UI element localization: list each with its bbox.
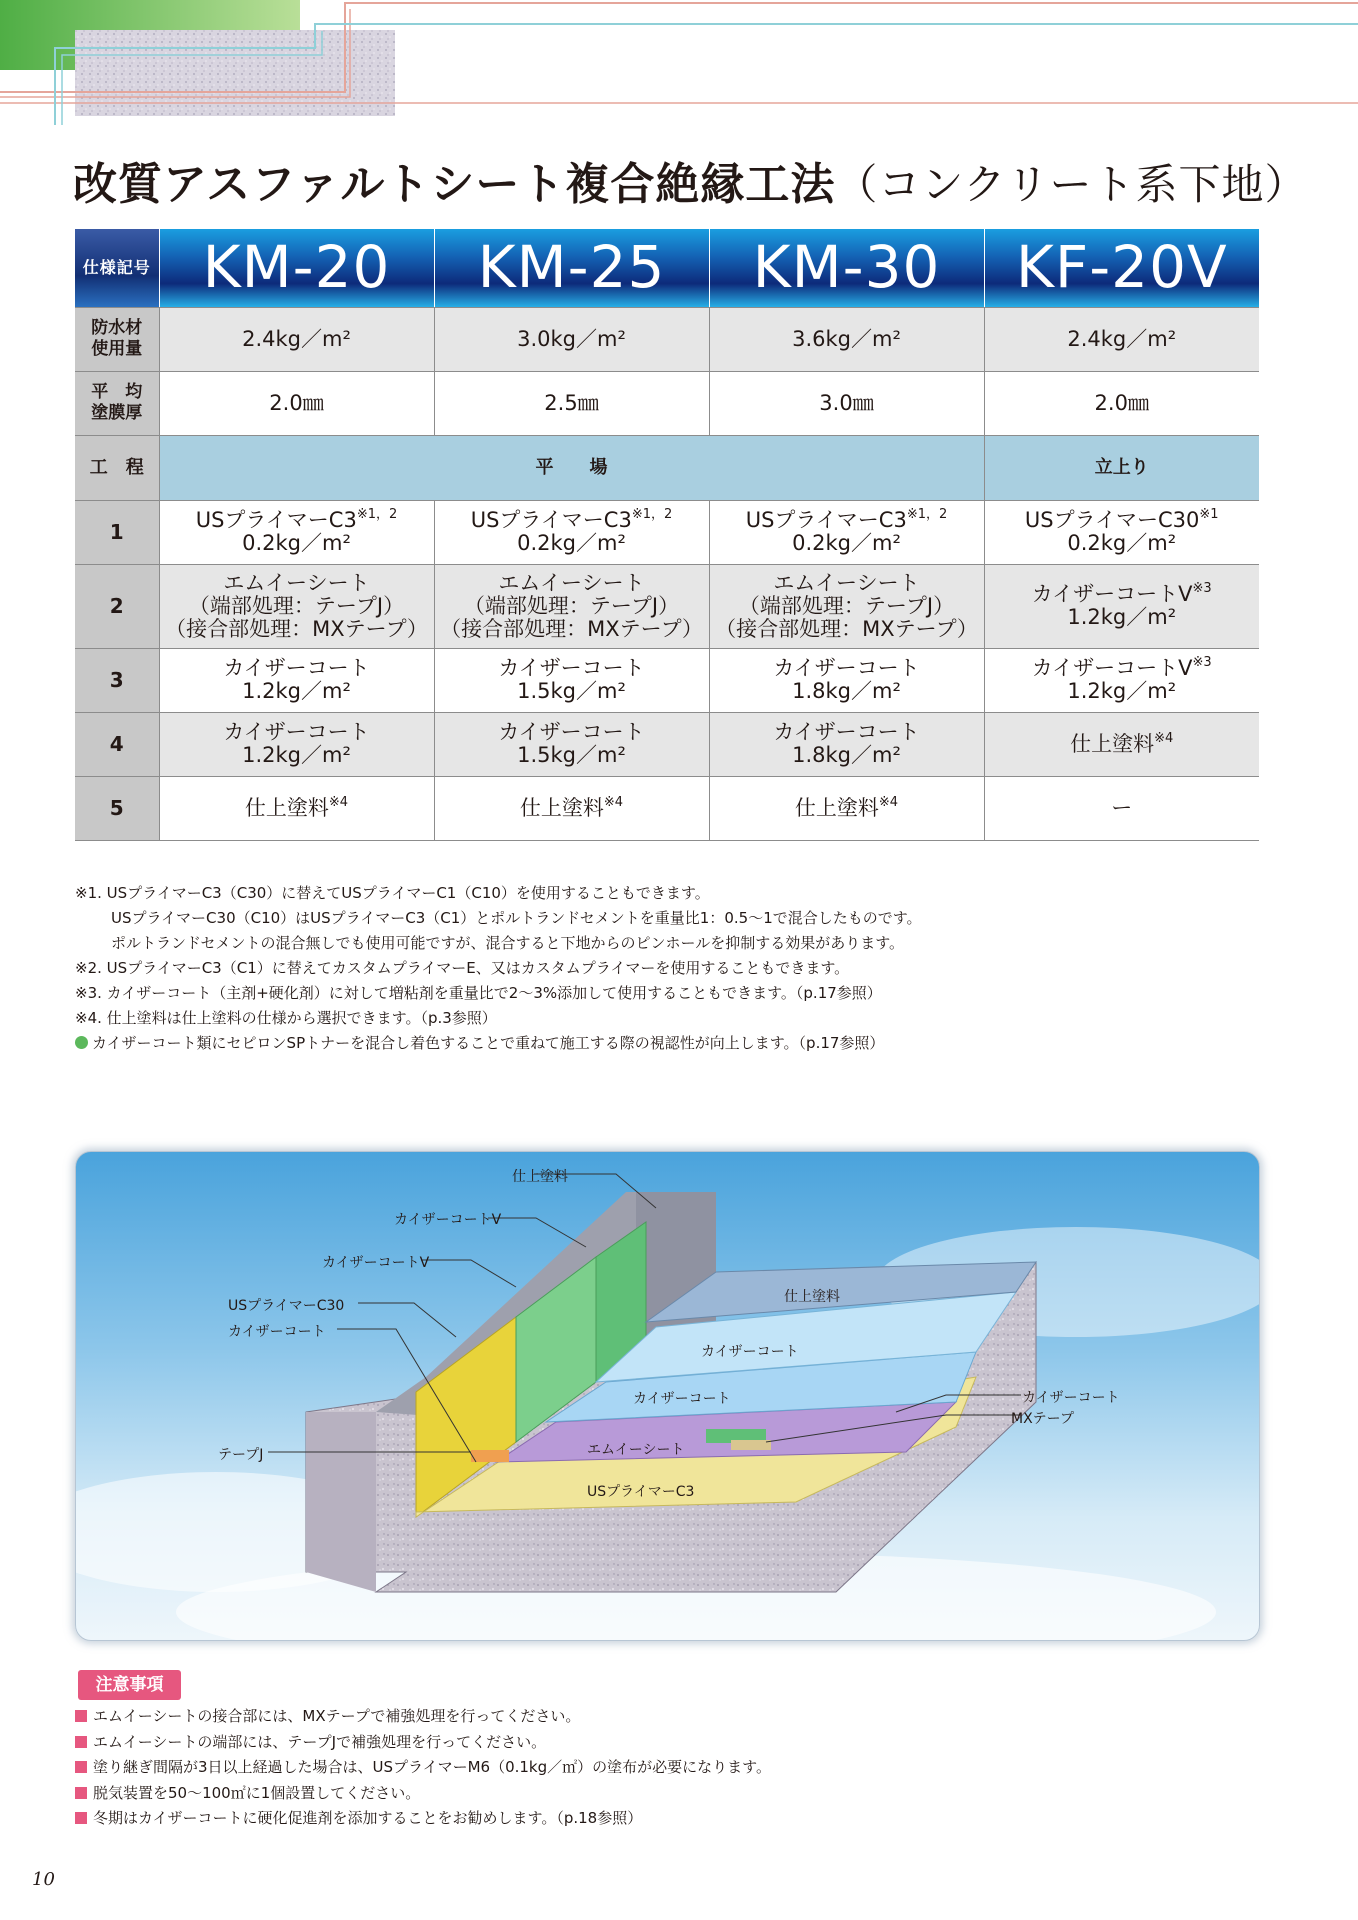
footnote-ref: ※3	[1192, 581, 1212, 596]
title-sub: （コンクリート系下地）	[835, 160, 1308, 209]
footnote-ref: ※4	[878, 794, 899, 810]
step-cell-line	[439, 532, 705, 555]
step-number: 5	[75, 776, 159, 840]
step-cell-line	[439, 509, 705, 532]
spec-table	[75, 229, 1259, 841]
code-row	[75, 229, 1259, 307]
thickness-label-l1: 平 均	[91, 382, 143, 402]
step-cell-text: エムイーシート	[498, 570, 645, 595]
step-cell-text: カイザーコート	[223, 656, 370, 680]
step-cell-line	[989, 583, 1256, 606]
footnote-ref: ※3	[1192, 655, 1212, 670]
step-cell-text: USプライマーC3	[745, 508, 907, 532]
step-cell	[709, 776, 984, 840]
step-cell	[159, 500, 434, 564]
footnote-4: ※4. 仕上塗料は仕上塗料の仕様から選択できます。（p.3参照）	[75, 1009, 497, 1027]
usage-label-l1: 防水材	[91, 318, 143, 338]
step-cell-line	[164, 572, 430, 595]
usage-cell: 3.6kg／m²	[709, 307, 984, 371]
thickness-cell: 2.0㎜	[984, 371, 1259, 435]
step-cell-text: 0.2kg／m²	[792, 531, 901, 555]
footnote-ref: ※1，2	[356, 507, 398, 522]
label-primer-c30: USプライマーC30	[228, 1298, 345, 1314]
usage-row	[75, 307, 1259, 371]
process-step-row	[75, 500, 1259, 564]
step-cell-line	[714, 572, 980, 595]
step-cell-line	[714, 509, 980, 532]
step-cell-text: 1.8kg／m²	[792, 679, 901, 703]
footnote-1: ※1. USプライマーC3（C30）に替えてUSプライマーC1（C10）を使用することもできます。	[75, 884, 710, 902]
code-km30: KM-30	[709, 229, 984, 307]
code-km20: KM-20	[159, 229, 434, 307]
caution-text: 脱気装置を50〜100㎡に1個設置してください。	[93, 1783, 421, 1802]
layer-diagram	[75, 1151, 1260, 1641]
step-cell	[159, 648, 434, 712]
step-cell-line	[164, 595, 430, 618]
code-km25: KM-25	[434, 229, 709, 307]
usage-cell: 3.0kg／m²	[434, 307, 709, 371]
label-finish-flat: 仕上塗料	[784, 1289, 840, 1305]
step-cell	[984, 776, 1259, 840]
step-cell	[984, 712, 1259, 776]
step-cell-line	[714, 532, 980, 555]
label-tape-j: テープJ	[218, 1447, 264, 1463]
step-cell	[709, 712, 984, 776]
caution-list	[75, 1704, 771, 1832]
step-cell-text: 仕上塗料	[794, 795, 879, 820]
step-cell-line	[439, 618, 705, 641]
step-cell	[159, 564, 434, 648]
step-cell-text: 1.2kg／m²	[242, 743, 351, 767]
step-cell-text: （接合部処理：MXテープ）	[440, 616, 703, 641]
step-cell-line	[439, 794, 705, 820]
step-cell-text: エムイーシート	[773, 570, 920, 595]
step-cell-text: 1.5kg／m²	[517, 679, 626, 703]
process-step-row	[75, 712, 1259, 776]
step-cell-text: カイザーコートV	[1031, 582, 1193, 606]
caution-item	[75, 1781, 771, 1807]
caution-text: エムイーシートの接合部には、MXテープで補強処理を行ってください。	[93, 1707, 581, 1725]
caution-item	[75, 1755, 771, 1781]
step-cell-text: 0.2kg／m²	[242, 531, 351, 555]
step-cell	[709, 500, 984, 564]
thickness-cell: 2.0㎜	[159, 371, 434, 435]
pink-square-icon	[75, 1812, 87, 1824]
step-cell	[709, 648, 984, 712]
usage-label	[75, 307, 159, 371]
step-cell-line	[439, 595, 705, 618]
step-cell-line	[439, 572, 705, 595]
thickness-cell: 3.0㎜	[709, 371, 984, 435]
step-cell-text: 仕上塗料	[519, 795, 604, 820]
pink-square-icon	[75, 1736, 87, 1748]
thickness-row	[75, 371, 1259, 435]
caution-heading: 注意事項	[78, 1670, 181, 1700]
step-cell-line	[439, 744, 705, 767]
step-cell-text: USプライマーC30	[1024, 508, 1200, 532]
step-cell-text: （接合部処理：MXテープ）	[715, 616, 978, 641]
step-cell-text: カイザーコートV	[1031, 656, 1193, 680]
code-label: 仕様記号	[75, 229, 159, 307]
step-cell-line	[989, 657, 1256, 680]
footnote-ref: ※1，2	[906, 507, 948, 522]
step-cell-line	[714, 618, 980, 641]
step-cell-line	[989, 532, 1256, 555]
step-cell-line	[439, 721, 705, 744]
green-dot-icon	[75, 1036, 88, 1049]
step-cell	[434, 564, 709, 648]
step-cell	[709, 564, 984, 648]
caution-text: 冬期はカイザーコートに硬化促進剤を添加することをお勧めします。（p.18参照）	[93, 1809, 643, 1827]
thickness-label	[75, 371, 159, 435]
pink-square-icon	[75, 1710, 87, 1722]
step-cell-text: 1.2kg／m²	[1067, 605, 1177, 629]
step-cell	[434, 500, 709, 564]
step-cell-line	[164, 618, 430, 641]
footnotes	[75, 881, 1275, 1056]
thickness-cell: 2.5㎜	[434, 371, 709, 435]
step-cell-text: 1.5kg／m²	[517, 743, 626, 767]
caution-text: エムイーシートの端部には、テープJで補強処理を行ってください。	[93, 1732, 547, 1751]
step-cell-line	[989, 680, 1256, 703]
concrete-front	[306, 1412, 376, 1592]
label-kaiser-left: カイザーコート	[228, 1324, 326, 1340]
step-cell-line	[164, 721, 430, 744]
process-step-row	[75, 564, 1259, 648]
step-cell-line	[164, 680, 430, 703]
step-cell	[434, 712, 709, 776]
step-cell-text: ー	[1111, 795, 1133, 820]
usage-label-l2: 使用量	[91, 339, 143, 359]
step-number: 4	[75, 712, 159, 776]
caution-item	[75, 1806, 771, 1832]
pink-square-icon	[75, 1787, 87, 1799]
footnote-3: ※3. カイザーコート（主剤+硬化剤）に対して増粘剤を重量比で2〜3%添加して使用することもできます。（p.17参照）	[75, 984, 882, 1002]
header-decoration	[0, 0, 1358, 125]
usage-cell: 2.4kg／m²	[159, 307, 434, 371]
step-cell-text: 仕上塗料	[244, 795, 329, 820]
title-main: 改質アスファルトシート複合絶縁工法	[73, 159, 836, 210]
label-kaiser-flat-2: カイザーコート	[633, 1391, 731, 1407]
step-cell-text: カイザーコート	[773, 720, 920, 744]
step-cell-text: （端部処理：テープJ）	[738, 593, 955, 618]
caution-text: 塗り継ぎ間隔が3日以上経過した場合は、USプライマーM6（0.1kg／㎡）の塗布が必要になります。	[93, 1758, 771, 1776]
step-cell-text: 1.8kg／m²	[792, 743, 901, 767]
tape-j	[471, 1450, 509, 1462]
process-step-row	[75, 648, 1259, 712]
label-kaiser-v-2: カイザーコートV	[322, 1255, 430, 1271]
step-cell-text: カイザーコート	[498, 720, 645, 744]
step-cell-line	[439, 680, 705, 703]
footnote-ref: ※4	[328, 794, 349, 810]
process-step-row	[75, 776, 1259, 840]
code-kf20v: KF-20V	[984, 229, 1259, 307]
step-cell-text: 0.2kg／m²	[517, 531, 626, 555]
step-cell-text: 1.2kg／m²	[1067, 679, 1177, 703]
step-cell	[434, 648, 709, 712]
step-cell-text: 仕上塗料	[1070, 731, 1155, 756]
step-cell-text: USプライマーC3	[470, 508, 632, 532]
label-me-sheet: エムイーシート	[587, 1442, 685, 1458]
footnote-1-cont: ポルトランドセメントの混合無しでも使用可能ですが、混合すると下地からのピンホールを抑制する効果があります。	[111, 934, 905, 952]
footnote-ref: ※4	[603, 794, 624, 810]
caution-item	[75, 1730, 771, 1756]
step-cell-line	[989, 730, 1256, 756]
process-flat: 平 場	[159, 435, 984, 500]
step-cell-line	[989, 606, 1256, 629]
step-cell-line	[164, 657, 430, 680]
step-cell-line	[164, 794, 430, 820]
step-cell-text: USプライマーC3	[195, 508, 357, 532]
process-rise: 立上り	[984, 435, 1259, 500]
step-number: 1	[75, 500, 159, 564]
step-cell	[984, 564, 1259, 648]
step-cell-line	[714, 595, 980, 618]
step-cell-text: エムイーシート	[223, 570, 370, 595]
step-cell	[984, 648, 1259, 712]
step-cell-text: （接合部処理：MXテープ）	[165, 616, 428, 641]
step-cell-line	[439, 657, 705, 680]
step-cell-line	[164, 509, 430, 532]
step-number: 2	[75, 564, 159, 648]
step-cell-text: 1.2kg／m²	[242, 679, 351, 703]
label-primer-c3: USプライマーC3	[587, 1484, 695, 1500]
caution-item	[75, 1704, 771, 1730]
footnote-1-cont: USプライマーC30（C10）はUSプライマーC3（C1）とポルトランドセメントを重量比1：0.5〜1で混合したものです。	[111, 909, 922, 927]
step-number: 3	[75, 648, 159, 712]
step-cell-line	[164, 532, 430, 555]
footnote-ref: ※1	[1199, 507, 1219, 522]
label-mx-tape: MXテープ	[1011, 1411, 1074, 1427]
step-cell-text: （端部処理：テープJ）	[463, 593, 680, 618]
step-cell	[159, 776, 434, 840]
page-title	[73, 148, 1308, 212]
footnote-5-text: カイザーコート類にセピロンSPトナーを混合し着色することで重ねて施工する際の視認性が向上します。（p.17参照）	[92, 1034, 885, 1052]
step-cell-line	[714, 721, 980, 744]
step-cell-line	[989, 797, 1256, 820]
label-finish-top: 仕上塗料	[512, 1169, 568, 1185]
step-cell	[434, 776, 709, 840]
page-number: 10	[32, 1869, 55, 1890]
step-cell-line	[714, 680, 980, 703]
thickness-label-l2: 塗膜厚	[91, 403, 143, 423]
pink-square-icon	[75, 1761, 87, 1773]
usage-cell: 2.4kg／m²	[984, 307, 1259, 371]
step-cell-text: カイザーコート	[223, 720, 370, 744]
process-steps	[75, 500, 1259, 840]
label-kaiser-flat-1: カイザーコート	[701, 1344, 799, 1360]
footnote-5	[75, 1031, 1275, 1056]
mx-tape	[731, 1440, 771, 1450]
step-cell	[984, 500, 1259, 564]
footnote-2: ※2. USプライマーC3（C1）に替えてカスタムプライマーE、又はカスタムプライマーを使用することもできます。	[75, 959, 850, 977]
step-cell-text: 0.2kg／m²	[1067, 531, 1177, 555]
process-label: 工 程	[75, 435, 159, 500]
step-cell-text: カイザーコート	[773, 656, 920, 680]
footnote-ref: ※1，2	[631, 507, 673, 522]
footnote-ref: ※4	[1154, 730, 1174, 746]
label-kaiser-v-1: カイザーコートV	[394, 1212, 502, 1228]
step-cell-line	[714, 794, 980, 820]
step-cell-line	[989, 509, 1256, 532]
step-cell-line	[714, 744, 980, 767]
step-cell-line	[164, 744, 430, 767]
step-cell-text: カイザーコート	[498, 656, 645, 680]
step-cell-text: （端部処理：テープJ）	[188, 593, 405, 618]
process-row	[75, 435, 1259, 500]
step-cell	[159, 712, 434, 776]
label-kaiser-right: カイザーコート	[1022, 1390, 1120, 1406]
step-cell-line	[714, 657, 980, 680]
